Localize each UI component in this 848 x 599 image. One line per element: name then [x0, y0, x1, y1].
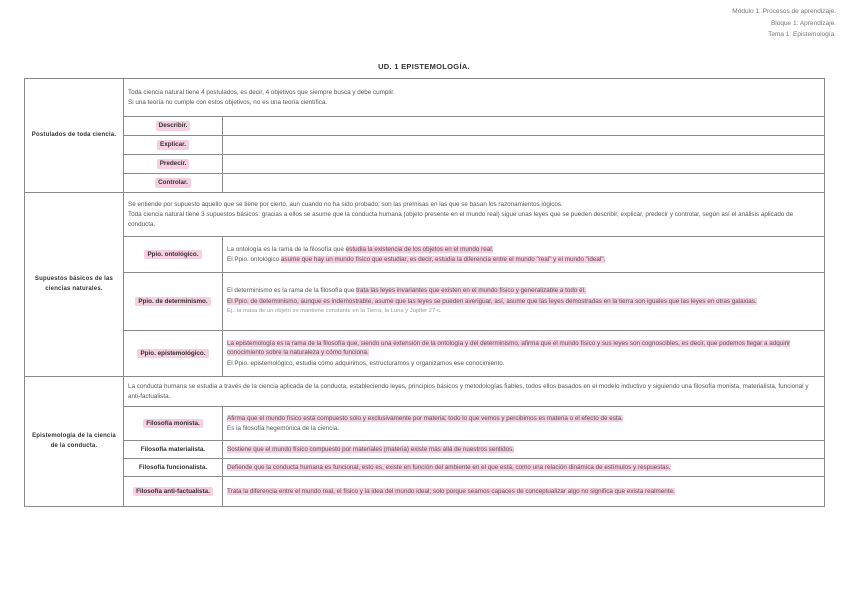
ppio-determinismo-text [223, 273, 825, 331]
postulado-label [124, 155, 223, 174]
page-title: UD. 1 EPISTEMOLOGÍA. [378, 62, 470, 71]
filosofia-materialista-label: Filosofía materialista. [124, 441, 223, 459]
determinismo-highlight-1: trata las leyes invariantes que existen en el mundo físico y generalizable a todo él. [356, 287, 586, 295]
filosofia-materialista-text [223, 441, 825, 459]
postulado-label [124, 174, 223, 193]
ontologico-highlight-2: asume que hay un mundo físico que estudiar, es decir, estudia la diferencia entre el mundo "real" y el mundo "ideal". [280, 256, 606, 263]
postulado-label [124, 136, 223, 155]
ppio-epistemologico-text [223, 331, 825, 377]
epistemologico-text-1: La epistemología es la rama de la filosofía que, siendo una extensión de la ontología y del determinismo, afirma que el mundo físico y sus leyes son cognoscibles, es decir, que podemos llegar a adquirir conocimiento sobre la naturaleza y cómo funciona. [227, 339, 791, 357]
table-row [25, 273, 825, 331]
table-row [25, 441, 825, 459]
postulado-label [124, 117, 223, 136]
table-row [25, 407, 825, 441]
table-row [25, 331, 825, 377]
postulado-controlar: Controlar. [155, 178, 191, 188]
epistemologia-intro: La conducta humana se estudia a través de la ciencia aplicada de la conducta, estableciendo leyes, principios básicos y metodologías fiables, todos ellos basados en el modelo inductivo y siguiendo una filosofía monista, materialista, funcional y anti-factualista. [124, 377, 825, 407]
filosofia-monista-label: Filosofía monista. [143, 419, 203, 429]
ppio-determinismo-label: Ppio. de determinismo. [135, 297, 210, 307]
antifactualista-text: Trata la diferencia entre el mundo real, el físico y la idea del mundo ideal; solo porque seamos capaces de conceptualizar algo no significa que exista realmente. [227, 487, 675, 495]
postulado-empty [223, 117, 825, 136]
monista-text-1: Afirma que el mundo físico está compuesto solo y exclusivamente por materia; todo lo que vemos y percibimos es materia o el efecto de esta. [227, 414, 623, 422]
document-header [732, 6, 836, 41]
filosofia-antifactualista-label: Filosofía anti-factualista. [133, 487, 213, 497]
header-module: Módulo 1: Procesos de aprendizaje. [732, 8, 836, 15]
filosofia-funcionalista-label: Filosofía funcionalista. [124, 459, 223, 477]
ontologico-highlight-1: estudia la existencia de los objetos en el mundo real. [345, 245, 494, 253]
filosofia-antifactualista-text [223, 477, 825, 507]
monista-text-2: Es la filosofía hegemónica de la ciencia. [227, 425, 340, 432]
ontologico-text-1: La ontología es la rama de la filosofía que [227, 245, 346, 253]
section-postulados: Postulados de toda ciencia. [25, 79, 124, 193]
postulado-empty [223, 155, 825, 174]
postulado-describir: Describir. [156, 121, 191, 131]
epistemologico-text-2: El Ppio. epistemológico, estudia cómo adquirimos, estructuramos y organizamos ese conocimiento. [227, 359, 505, 367]
postulado-empty [223, 136, 825, 155]
table-row [25, 79, 825, 117]
supuestos-intro-1: Se entiende por supuesto aquello que se tiene por cierto, aun cuando no ha sido probado; son las premisas en las que se basan los razonamientos lógicos. [128, 200, 563, 208]
filosofia-label [124, 407, 223, 441]
ppio-label [124, 237, 223, 273]
section-supuestos: Supuestos básicos de las ciencias naturales. [25, 193, 124, 377]
materialista-text: Sostiene que el mundo físico compuesto por materiales (materia) existe más allá de nuestros sentidos. [227, 445, 515, 453]
filosofia-funcionalista-text [223, 459, 825, 477]
summary-table [24, 78, 825, 507]
determinismo-example: Ej.: la masa de un objeto se mantiene constante en la Tierra, la Luna y Júpiter 27-c. [227, 308, 442, 315]
postulado-empty [223, 174, 825, 193]
table-row [25, 237, 825, 273]
table-row [25, 136, 825, 155]
table-row [25, 377, 825, 407]
supuestos-intro [124, 193, 825, 237]
ontologico-text-2: El Ppio. ontológico [227, 256, 281, 263]
table-row [25, 155, 825, 174]
ppio-ontologico-label: Ppio. ontológico. [144, 250, 201, 260]
supuestos-intro-2: Toda ciencia natural tiene 3 supuestos básicos: gracias a ellos se asume que la conducta humana (objeto presente en el mundo real) sigue unas leyes que se pueden describir, explicar, predecir y controlar, según así el análisis aplicado de conducta. [128, 211, 794, 228]
ppio-label [124, 331, 223, 377]
postulado-predecir: Predecir. [157, 159, 190, 169]
header-topic: Tema 1: Epistemología. [768, 31, 836, 38]
filosofia-label [124, 477, 223, 507]
funcionalista-text: Defiende que la conducta humana es funcional, esto es, existe en función del ambiente en el que está, como una relación dinámica de estímulos y respuestas. [227, 463, 671, 471]
filosofia-monista-text [223, 407, 825, 441]
table-row [25, 193, 825, 237]
table-row [25, 117, 825, 136]
determinismo-text-1: El determinismo es la rama de la filosofía que [227, 287, 357, 295]
table-row [25, 174, 825, 193]
ppio-ontologico-text [223, 237, 825, 273]
header-block: Bloque 1: Aprendizaje. [770, 19, 836, 27]
ppio-label [124, 273, 223, 331]
postulados-intro [124, 79, 825, 117]
postulados-intro-1: Toda ciencia natural tiene 4 postulados, es decir, 4 objetivos que siempre busca y debe cumplir. [128, 88, 395, 96]
table-row [25, 477, 825, 507]
postulados-intro-2: Si una teoría no cumple con estos objetivos, no es una teoría científica. [128, 99, 328, 106]
postulado-explicar: Explicar. [157, 140, 189, 150]
section-epistemologia: Epistemología de la ciencia de la conducta. [25, 377, 124, 507]
determinismo-text-2: El Ppio. de determinismo, aunque es indemostrable, asume que las leyes se pueden averiguar, así, asume que las leyes demostradas en la tierra son iguales que las leyes en otras galaxias. [227, 297, 757, 305]
table-row [25, 459, 825, 477]
ppio-epistemologico-label: Ppio. epistemológico. [137, 349, 208, 359]
